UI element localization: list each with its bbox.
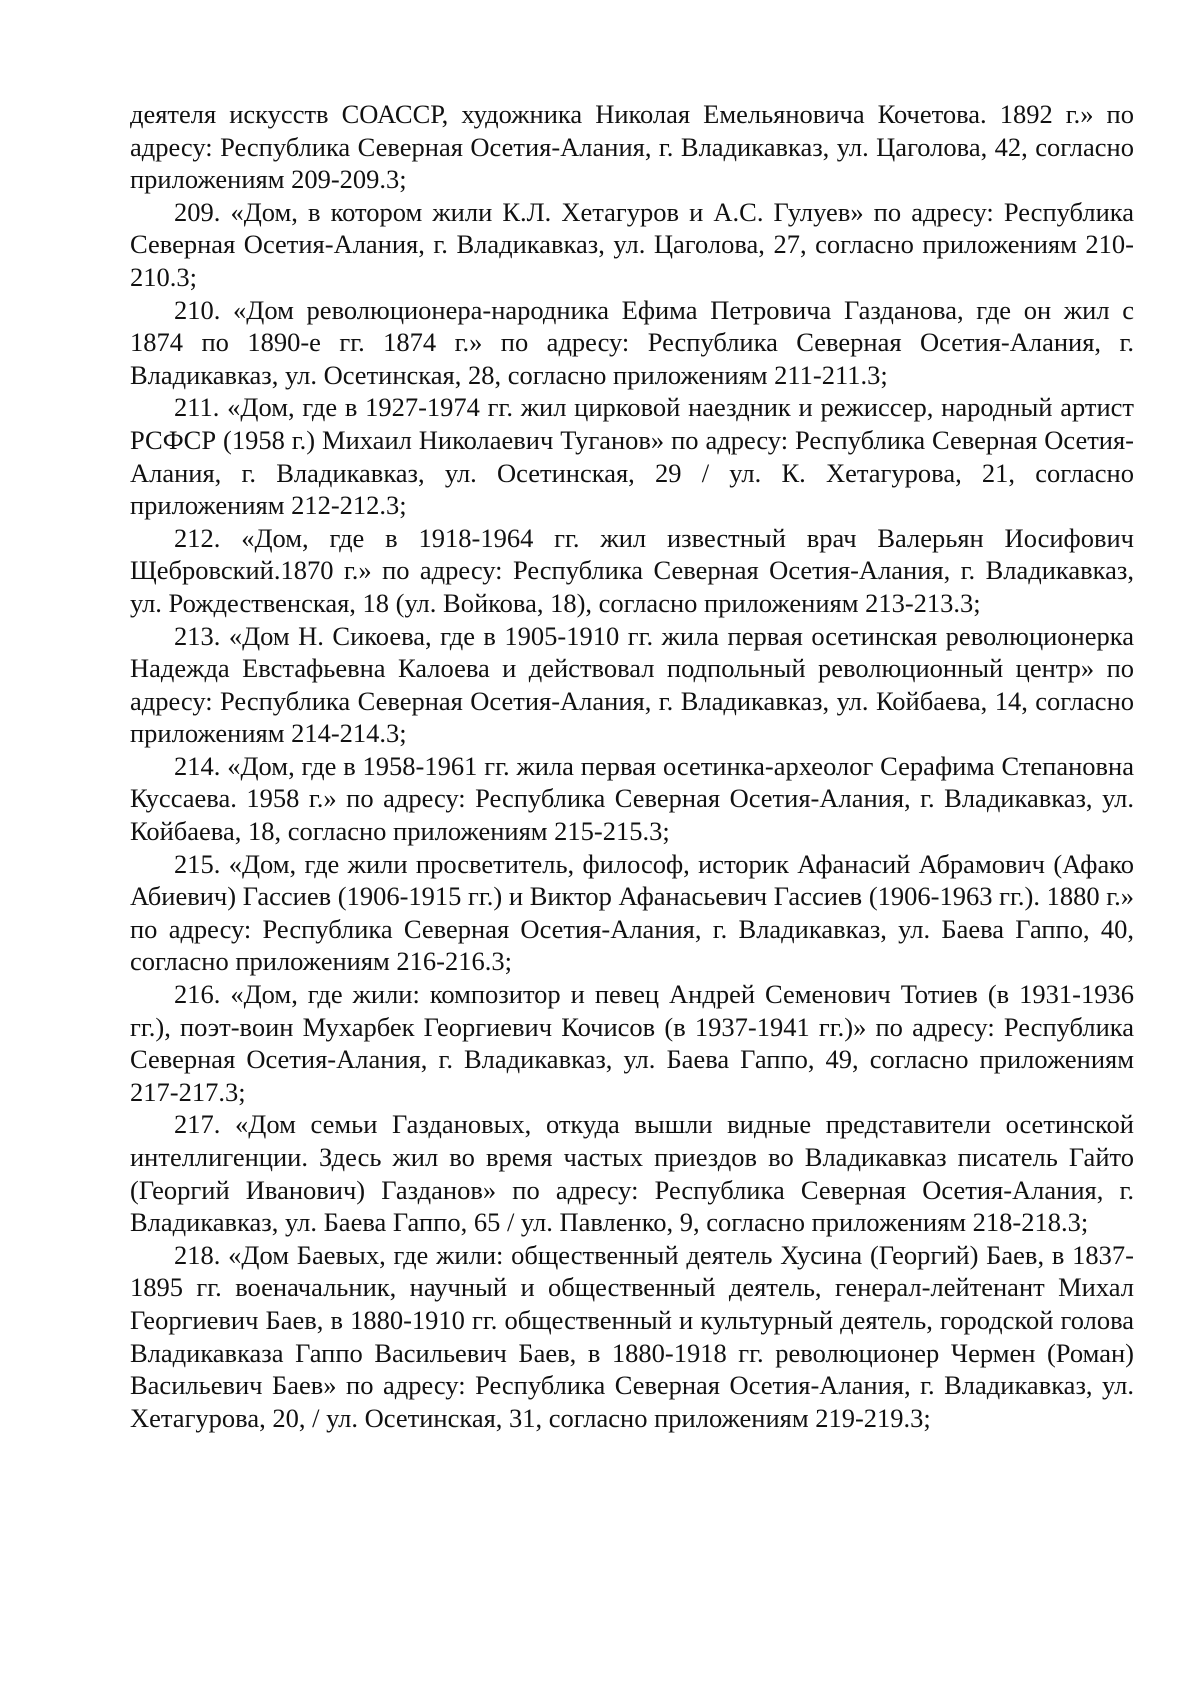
list-item-212: 212. «Дом, где в 1918-1964 гг. жил известный врач Валерьян Иосифович Щебровский.1870 г.» по адресу: Республика Северная Осетия-Алания, г. Владикавказ, ул. Рождественская, 18 (ул. Войкова, 18), согласно приложениям 213-213.3; — [130, 522, 1134, 618]
list-item-214: 214. «Дом, где в 1958-1961 гг. жила первая осетинка-археолог Серафима Степановна Куссаева. 1958 г.» по адресу: Республика Северная Осетия-Алания, г. Владикавказ, ул. Койбаева, 18, согласно приложениям 215-215.3; — [130, 750, 1134, 847]
list-item-210: 210. «Дом революционера-народника Ефима Петровича Газданова, где он жил с 1874 по 1890-е гг. 1874 г.» по адресу: Республика Северная Осетия-Алания, г. Владикавказ, ул. Осетинская, 28, согласно приложениям 211-211.3; — [130, 294, 1134, 390]
list-item-216: 216. «Дом, где жили: композитор и певец Андрей Семенович Тотиев (в 1931-1936 гг.), поэт-воин Мухарбек Георгиевич Кочисов (в 1937-1941 гг.)» по адресу: Республика Северная Осетия-Алания, г. Владикавказ, ул. Баева Гаппо, 49, согласно приложениям 217-217.3; — [130, 979, 1134, 1107]
list-item-209: 209. «Дом, в котором жили К.Л. Хетагуров и А.С. Гулуев» по адресу: Республика Северная Осетия-Алания, г. Владикавказ, ул. Цаголова, 27, согласно приложениям 210-210.3; — [130, 196, 1134, 292]
list-item-211: 211. «Дом, где в 1927-1974 гг. жил цирковой наездник и режиссер, народный артист РСФСР (1958 г.) Михаил Николаевич Туганов» по адресу: Республика Северная Осетия-Алания, г. Владикавказ, ул. Осетинская, 29 / ул. К. Хетагурова, 21, согласно приложениям 212-212.3; — [130, 392, 1134, 521]
continuation-paragraph: деятеля искусств СОАССР, художника Николая Емельяновича Кочетова. 1892 г.» по адресу: Республика Северная Осетия-Алания, г. Владикавказ, ул. Цаголова, 42, согласно приложениям 209-209.3; — [130, 99, 1134, 195]
list-item-215: 215. «Дом, где жили просветитель, философ, историк Афанасий Абрамович (Афако Абиевич) Гассиев (1906-1915 гг.) и Виктор Афанасьевич Гассиев (1906-1963 гг.). 1880 г.» по адресу: Республика Северная Осетия-Алания, г. Владикавказ, ул. Баева Гаппо, 40, согласно приложениям 216-216.3; — [130, 848, 1134, 977]
document-page — [130, 98, 1134, 1434]
list-item-213: 213. «Дом Н. Сикоева, где в 1905-1910 гг. жила первая осетинская революционерка Надежда Евстафьевна Калоева и действовал подпольный революционный центр» по адресу: Республика Северная Осетия-Алания, г. Владикавказ, ул. Койбаева, 14, согласно приложениям 214-214.3; — [130, 620, 1134, 749]
list-item-218: 218. «Дом Баевых, где жили: общественный деятель Хусина (Георгий) Баев, в 1837-1895 гг. военачальник, научный и общественный деятель, генерал-лейтенант Михал Георгиевич Баев, в 1880-1910 гг. общественный и культурный деятель, городской голова Владикавказа Гаппо Васильевич Баев, в 1880-1918 гг. революционер Чермен (Роман) Васильевич Баев» по адресу: Республика Северная Осетия-Алания, г. Владикавказ, ул. Хетагурова, 20, / ул. Осетинская, 31, согласно приложениям 219-219.3; — [130, 1239, 1134, 1433]
list-item-217: 217. «Дом семьи Газдановых, откуда вышли видные представители осетинской интеллигенции. Здесь жил во время частых приездов во Владикавказ писатель Гайто (Георгий Иванович) Газданов» по адресу: Республика Северная Осетия-Алания, г. Владикавказ, ул. Баева Гаппо, 65 / ул. Павленко, 9, согласно приложениям 218-218.3; — [130, 1109, 1134, 1238]
